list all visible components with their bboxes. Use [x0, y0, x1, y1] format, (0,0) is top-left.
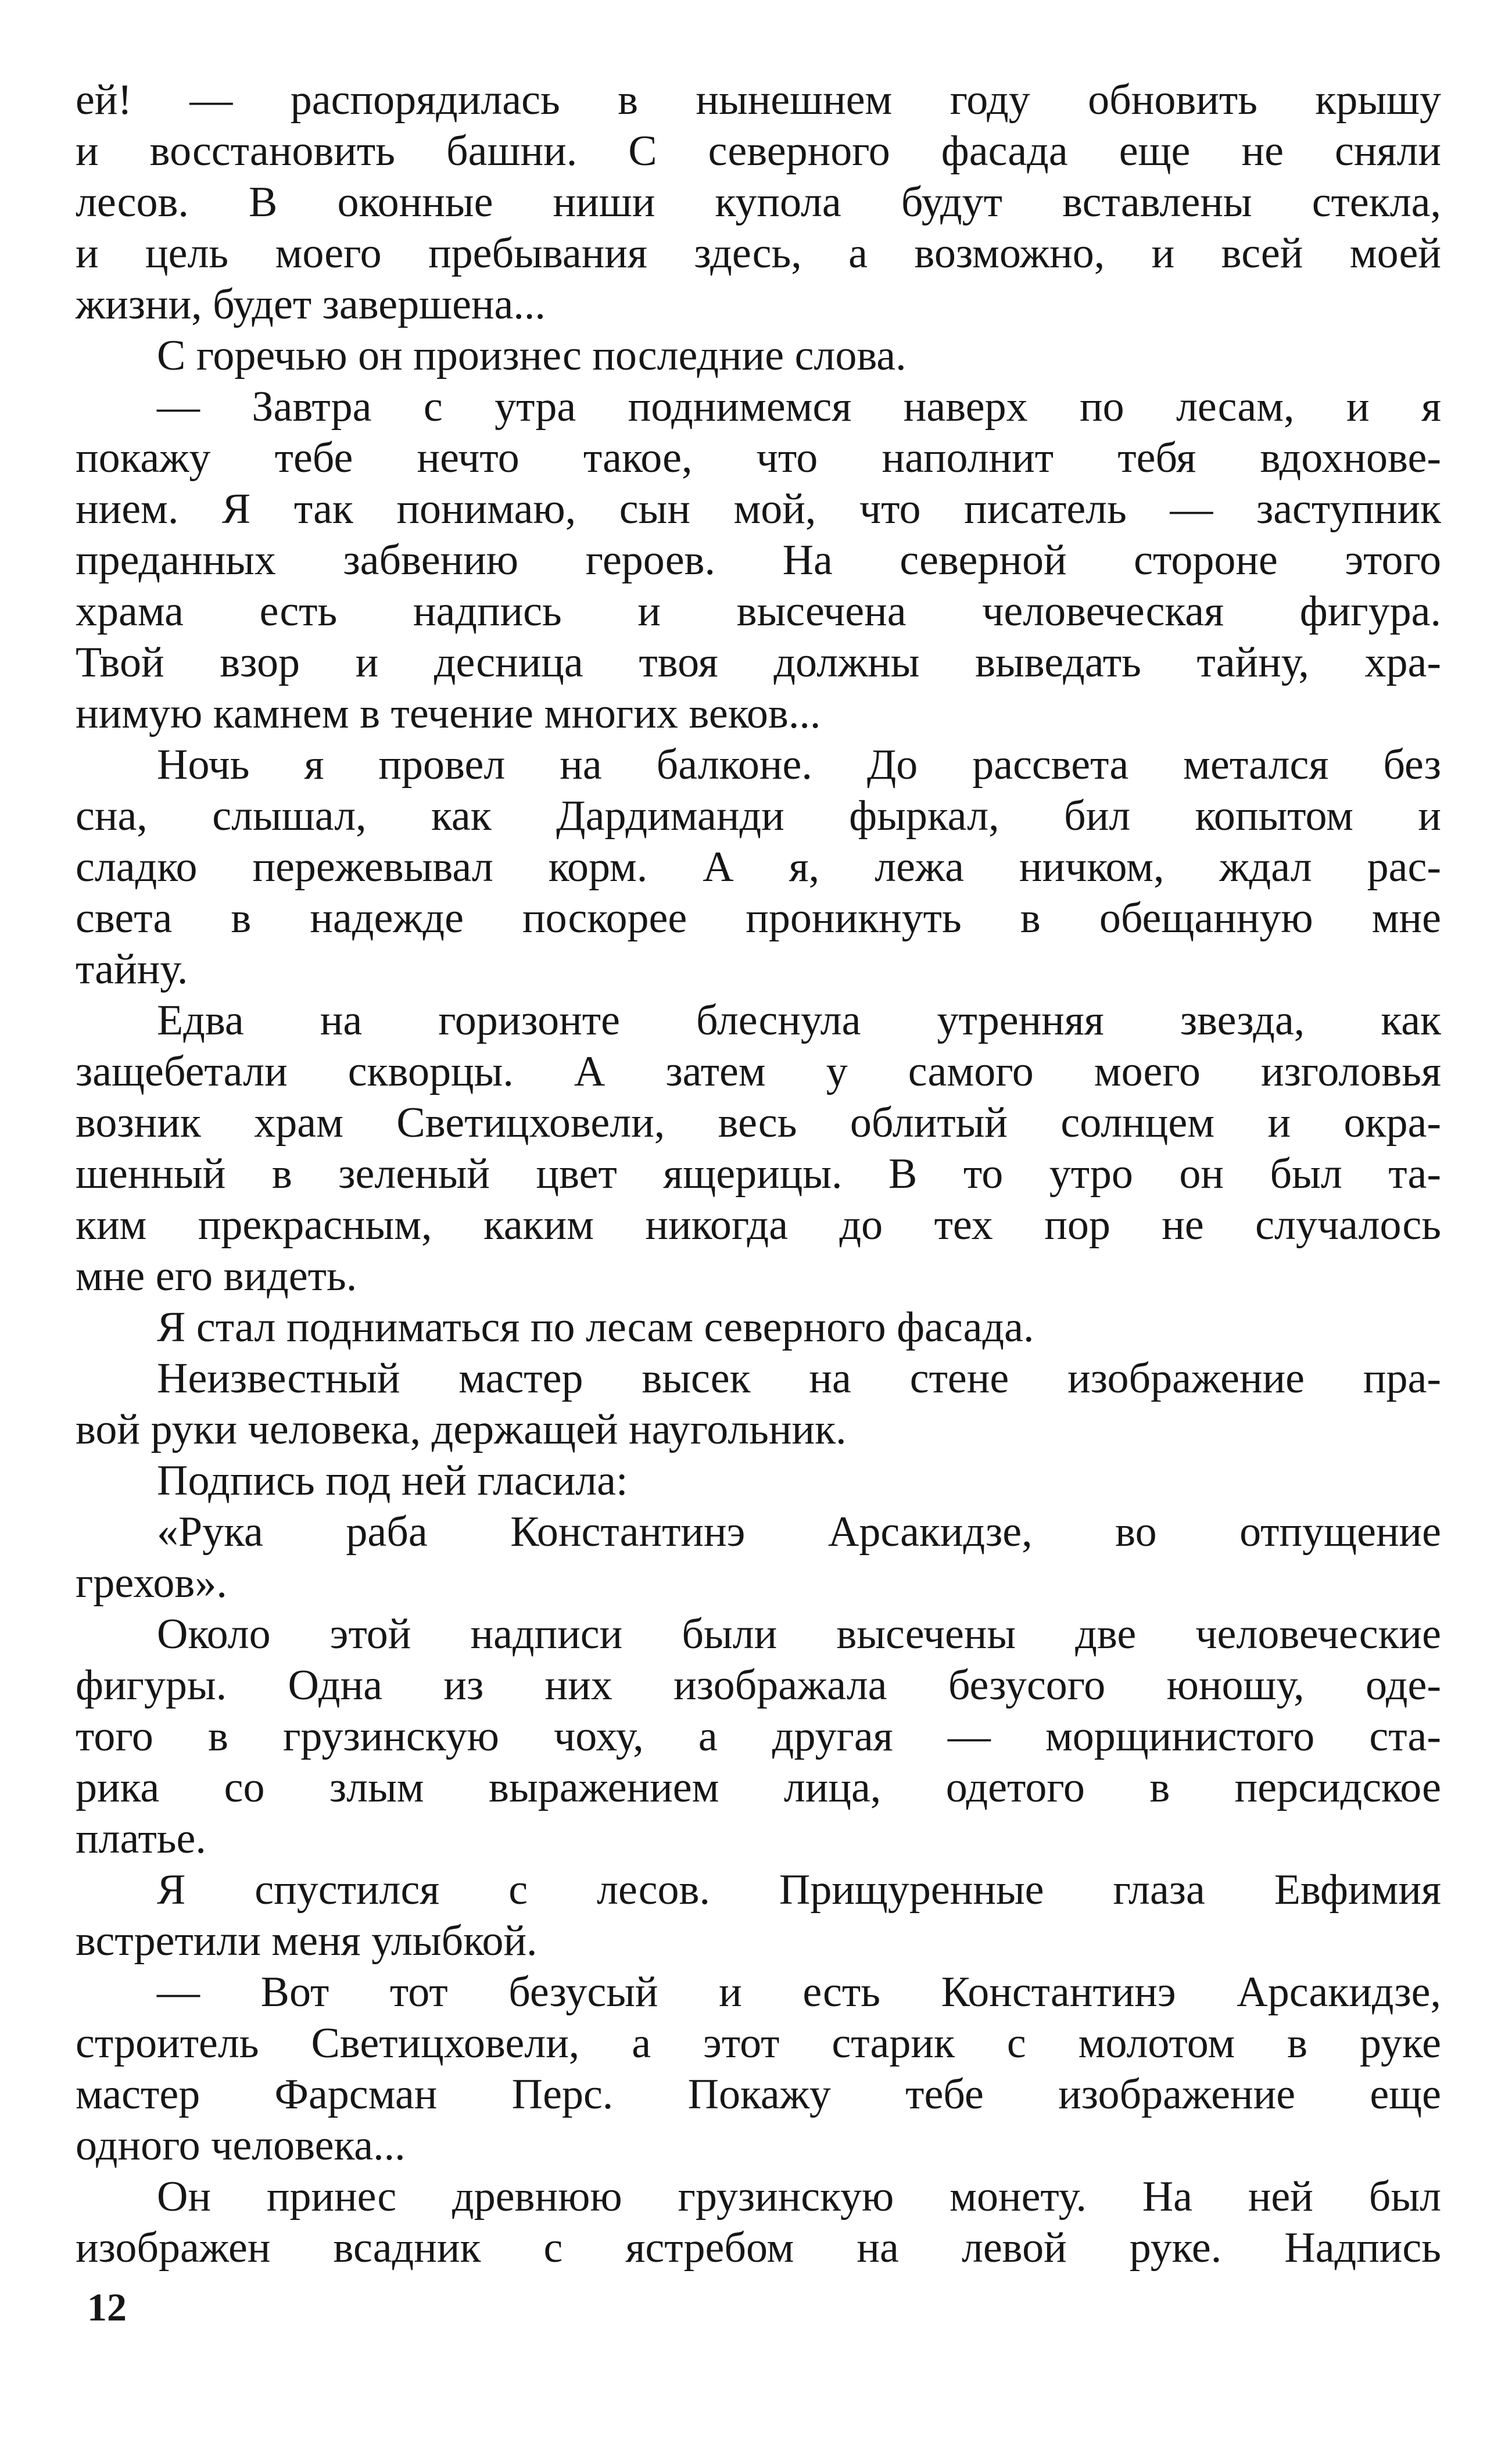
text-line: «Рука раба Константинэ Арсакидзе, во отпущение: [157, 1508, 1441, 1556]
text-line: Я спустился с лесов. Прищуренные глаза Евфимия: [157, 1866, 1441, 1914]
text-line: С горечью он произнес последние слова.: [157, 332, 907, 379]
text-line: — Вот тот безусый и есть Константинэ Арсакидзе,: [157, 1968, 1441, 2016]
text-line: возник храм Светицховели, весь облитый солнцем и окра-: [76, 1099, 1441, 1147]
text-line: вой руки человека, держащей наугольник.: [76, 1406, 847, 1453]
text-line: преданных забвению героев. На северной стороне этого: [76, 536, 1441, 584]
text-line: мастер Фарсман Перс. Покажу тебе изображение еще: [76, 2071, 1441, 2118]
text-line: покажу тебе нечто такое, что наполнит тебя вдохнове-: [76, 434, 1441, 482]
text-line: нием. Я так понимаю, сын мой, что писатель — заступник: [76, 485, 1441, 533]
text-line: Около этой надписи были высечены две человеческие: [157, 1610, 1441, 1658]
text-line: света в надежде поскорее проникнуть в обещанную мне: [76, 894, 1441, 942]
text-line: Твой взор и десница твоя должны выведать тайну, хра-: [76, 639, 1441, 686]
text-line: лесов. В оконные ниши купола будут вставлены стекла,: [76, 178, 1441, 226]
text-line: защебетали скворцы. А затем у самого моего изголовья: [76, 1048, 1441, 1095]
text-line: шенный в зеленый цвет ящерицы. В то утро он был та-: [76, 1150, 1441, 1198]
text-line: Неизвестный мастер высек на стене изображение пра-: [157, 1355, 1441, 1402]
text-line: мне его видеть.: [76, 1252, 357, 1300]
text-line: тайну.: [76, 946, 188, 993]
text-line: ким прекрасным, каким никогда до тех пор не случалось: [76, 1201, 1441, 1249]
text-line: того в грузинскую чоху, а другая — морщинистого ста-: [76, 1713, 1441, 1760]
text-line: сна, слышал, как Дардиманди фыркал, бил копытом и: [76, 792, 1441, 840]
text-line: храма есть надпись и высечена человеческая фигура.: [76, 588, 1441, 635]
text-line: Ночь я провел на балконе. До рассвета метался без: [157, 741, 1441, 789]
page-number: 12: [87, 2285, 127, 2329]
text-line: жизни, будет завершена...: [76, 281, 546, 328]
text-line: Подпись под ней гласила:: [157, 1457, 628, 1505]
text-line: Едва на горизонте блеснула утренняя звезда, как: [157, 997, 1441, 1044]
text-line: и восстановить башни. С северного фасада еще не сняли: [76, 127, 1441, 175]
text-line: сладко пережевывал корм. А я, лежа ничком, ждал рас-: [76, 843, 1441, 891]
text-line: нимую камнем в течение многих веков...: [76, 690, 821, 737]
text-line: изображен всадник с ястребом на левой руке. Надпись: [76, 2224, 1441, 2272]
text-line: — Завтра с утра поднимемся наверх по лесам, и я: [157, 383, 1441, 431]
text-line: рика со злым выражением лица, одетого в персидское: [76, 1764, 1441, 1811]
text-line: Я стал подниматься по лесам северного фасада.: [157, 1303, 1034, 1351]
text-line: фигуры. Одна из них изображала безусого юношу, оде-: [76, 1661, 1441, 1709]
text-line: ей! — распорядилась в нынешнем году обновить крышу: [76, 76, 1441, 124]
text-line: грехов».: [76, 1559, 227, 1607]
text-line: Он принес древнюю грузинскую монету. На ней был: [157, 2173, 1441, 2221]
text-line: строитель Светицховели, а этот старик с молотом в руке: [76, 2019, 1441, 2067]
text-line: встретили меня улыбкой.: [76, 1917, 538, 1965]
text-line: одного человека...: [76, 2122, 406, 2169]
text-line: и цель моего пребывания здесь, а возможно, и всей моей: [76, 230, 1441, 277]
text-line: платье.: [76, 1815, 206, 1863]
body-text: [76, 74, 1441, 2273]
